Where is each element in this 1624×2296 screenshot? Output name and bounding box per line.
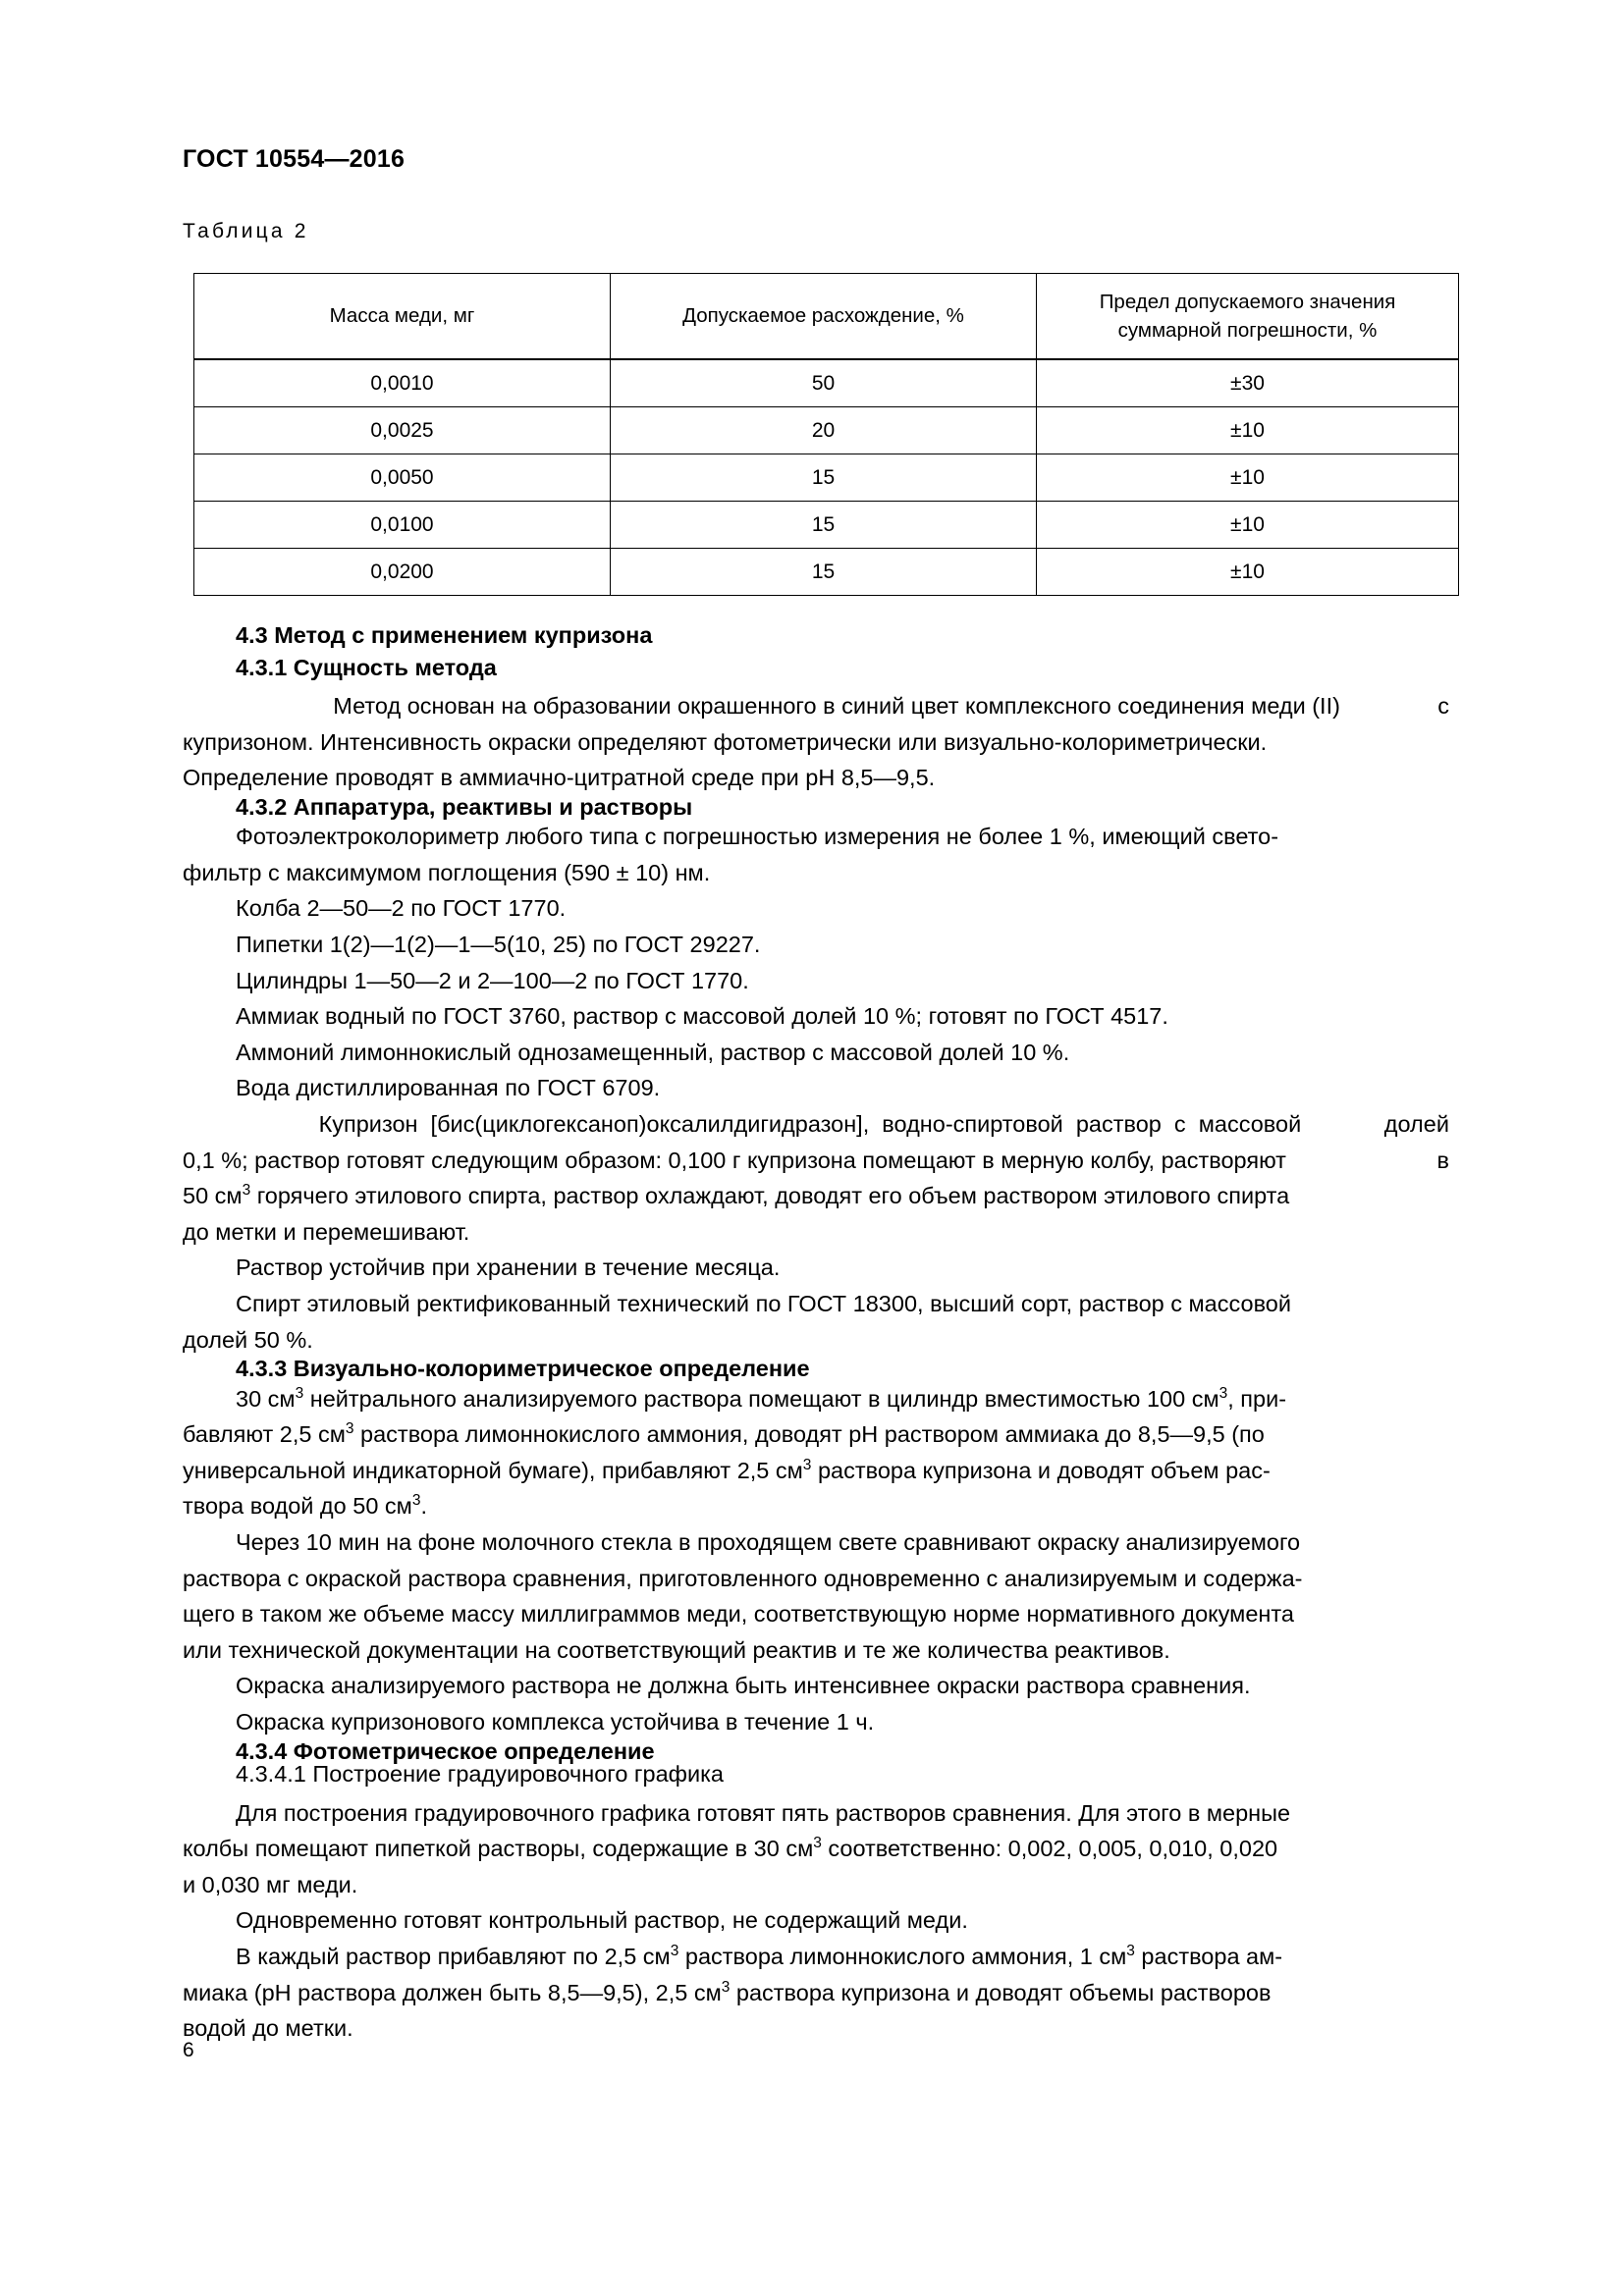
- cell-mass: 0,0100: [194, 502, 611, 549]
- cell-error-limit: ±10: [1037, 549, 1459, 596]
- text-line: универсальной индикаторной бумаге), прибавляют 2,5 $см^3$ раствора купризона и доводят объем рас-: [183, 1457, 1271, 1483]
- column-header-mass: [194, 274, 611, 360]
- cell-error-limit: ±10: [1037, 502, 1459, 549]
- cell-divergence: 15: [611, 502, 1037, 549]
- cell-divergence: 15: [611, 454, 1037, 502]
- spacer: [183, 679, 1449, 688]
- table-header-row: [194, 274, 1459, 360]
- paragraph-calibration-curve: [183, 1795, 1449, 1903]
- text-line: Для построения градуировочного графика готовят пять растворов сравнения. Для этого в мерные: [236, 1799, 1291, 1826]
- superscript-cube: 3: [721, 1978, 731, 1996]
- cell-mass: 0,0050: [194, 454, 611, 502]
- cell-error-limit: ±10: [1037, 454, 1459, 502]
- cell-error-limit: ±10: [1037, 407, 1459, 454]
- text-line: Спирт этиловый ректификованный технический по ГОСТ 18300, высший сорт, раствор с массовой: [236, 1291, 1291, 1316]
- cell-mass: 0,0200: [194, 549, 611, 596]
- paragraph-solution-stability: Раствор устойчив при хранении в течение месяца.: [236, 1255, 781, 1281]
- heading-4-3-2: 4.3.2 Аппаратура, реактивы и растворы: [236, 793, 693, 820]
- superscript-cube: 3: [411, 1492, 421, 1510]
- cell-error-limit: ±30: [1037, 359, 1459, 407]
- table-row: [194, 359, 1459, 407]
- text-line: и 0,030 мг меди.: [183, 1871, 358, 1897]
- text-line: твора водой до 50 $см^3$.: [183, 1492, 427, 1520]
- heading-4-3-1: 4.3.1 Сущность метода: [236, 654, 497, 680]
- superscript-cube: 3: [242, 1182, 251, 1200]
- paragraph-4-3-3-comparison: [183, 1524, 1449, 1668]
- text-line: или технической документации на соответствующий реактив и те же количества реактивов.: [183, 1636, 1170, 1663]
- cell-divergence: 15: [611, 549, 1037, 596]
- superscript-cube: 3: [1218, 1384, 1228, 1402]
- text-line: В каждый раствор прибавляют по 2,5 $см^3$ раствора лимоннокислого аммония, 1 $см^3$ раствора ам-: [236, 1943, 1283, 1969]
- cell-mass: 0,0010: [194, 359, 611, 407]
- text-line: щего в таком же объеме массу миллиграммов меди, соответствующую норме нормативного документа: [183, 1601, 1294, 1628]
- list-item-cylinders: Цилиндры 1—50—2 и 2—100—2 по ГОСТ 1770.: [236, 967, 749, 993]
- running-header: ГОСТ 10554—2016: [183, 145, 406, 173]
- paragraph-color-intensity: Окраска анализируемого раствора не должна быть интенсивнее окраски раствора сравнения.: [236, 1673, 1251, 1699]
- list-item-distilled-water: Вода дистиллированная по ГОСТ 6709.: [236, 1075, 661, 1101]
- list-item-ammonium-citrate: Аммоний лимоннокислый однозамещенный, раствор с массовой долей 10 %.: [236, 1039, 1070, 1065]
- heading-4-3: 4.3 Метод с применением купризона: [236, 622, 653, 648]
- paragraph-ethyl-alcohol: [183, 1286, 1449, 1358]
- text-line: раствора с окраской раствора сравнения, приготовленного одновременно с анализируемым и содержа-: [183, 1565, 1303, 1591]
- text-line: бавляют 2,5 $см^3$ раствора лимоннокислого аммония, доводят pH раствором аммиака до 8,5—9,5 (по: [183, 1420, 1265, 1448]
- column-header-divergence-line1: Допускаемое расхождение, %: [682, 304, 964, 328]
- text-line: Фотоэлектроколориметр любого типа с погрешностью измерения не более 1 %, имеющий свето-: [236, 824, 1279, 850]
- text-line: миака (pH раствора должен быть 8,5—9,5), 2,5 $см^3$ раствора купризона и доводят объемы растворов: [183, 1978, 1272, 2005]
- superscript-cube: 3: [813, 1835, 822, 1852]
- paragraph-4-3-3-procedure: [183, 1381, 1449, 1524]
- superscript-cube: 3: [295, 1384, 304, 1402]
- text-line: 30 $см^3$ нейтрального анализируемого раствора помещают в цилиндр вместимостью 100 $см^3$, при-: [236, 1384, 1287, 1412]
- paragraph-control-solution: Одновременно готовят контрольный раствор, не содержащий меди.: [236, 1907, 968, 1934]
- heading-4-3-4-1: 4.3.4.1 Построение градуировочного графика: [236, 1761, 724, 1788]
- body-text: [183, 624, 1449, 2047]
- paragraph-complex-stability: Окраска купризонового комплекса устойчива в течение 1 ч.: [236, 1709, 875, 1735]
- list-item-pipettes: Пипетки 1(2)—1(2)—1—5(10, 25) по ГОСТ 29227.: [236, 932, 761, 958]
- column-header-error-limit: [1037, 274, 1459, 360]
- cell-mass: 0,0025: [194, 407, 611, 454]
- paragraph-4-3-1-essence: [183, 688, 1449, 796]
- list-item-flask: Колба 2—50—2 по ГОСТ 1770.: [236, 895, 567, 922]
- text-line: долей 50 %.: [183, 1326, 313, 1353]
- paragraph-reagent-addition: [183, 1939, 1449, 2047]
- list-item-ammonia: Аммиак водный по ГОСТ 3760, раствор с массовой долей 10 %; готовят по ГОСТ 4517.: [236, 1003, 1168, 1030]
- superscript-cube: 3: [802, 1457, 812, 1474]
- page-number: 6: [183, 2039, 194, 2061]
- text-line: Через 10 мин на фоне молочного стекла в проходящем свете сравнивают окраску анализируемого: [236, 1529, 1301, 1556]
- text-line: Купризон [бис(циклогексаноп)оксалилдигидразон], водно-спиртовой раствор с массовой долей: [318, 1111, 1449, 1138]
- column-header-mass-line1: Масса меди, мг: [329, 304, 475, 328]
- heading-4-3-3: 4.3.3 Визуально-колориметрическое определение: [236, 1356, 810, 1382]
- column-header-error-limit-line2: суммарной погрешности, %: [1117, 319, 1378, 342]
- text-line: водой до метки.: [183, 2015, 353, 2042]
- text-line: колбы помещают пипеткой растворы, содержащие в 30 $см^3$ соответственно: 0,002, 0,005, 0,010, 0,020: [183, 1835, 1278, 1862]
- paragraph-4-3-2-photocolorimeter: [183, 819, 1449, 890]
- table-caption: Таблица 2: [183, 220, 309, 242]
- paragraph-cuprizone-solution: [183, 1106, 1449, 1250]
- text-line: до метки и перемешивают.: [183, 1218, 470, 1245]
- cell-divergence: 20: [611, 407, 1037, 454]
- table-row: [194, 549, 1459, 596]
- text-line: 0,1 %; раствор готовят следующим образом: 0,100 г купризона помещают в мерную колбу, растворяют в: [183, 1147, 1449, 1173]
- text-line: Метод основан на образовании окрашенного в синий цвет комплексного соединения меди (II) с: [333, 693, 1449, 719]
- copper-tolerance-table: [193, 273, 1459, 596]
- table-row: [194, 407, 1459, 454]
- text-line: фильтр с максимумом поглощения (590 ± 10) нм.: [183, 859, 711, 885]
- text-line: 50 $см^3$ горячего этилового спирта, раствор охлаждают, доводят его объем раствором этилового спирта: [183, 1182, 1290, 1209]
- cell-divergence: 50: [611, 359, 1037, 407]
- table-row: [194, 502, 1459, 549]
- superscript-cube: 3: [345, 1420, 354, 1438]
- text-line: Определение проводят в аммиачно-цитратной среде при pH 8,5—9,5.: [183, 765, 936, 791]
- table-row: [194, 454, 1459, 502]
- spacer: [183, 1787, 1449, 1795]
- column-header-error-limit-line1: Предел допускаемого значения: [1099, 290, 1396, 313]
- text-line: купризоном. Интенсивность окраски определяют фотометрически или визуально-колориметрически.: [183, 728, 1268, 755]
- superscript-cube: 3: [1126, 1943, 1135, 1960]
- column-header-divergence: [611, 274, 1037, 360]
- superscript-cube: 3: [670, 1943, 679, 1960]
- heading-4-3-4: 4.3.4 Фотометрическое определение: [236, 1737, 655, 1764]
